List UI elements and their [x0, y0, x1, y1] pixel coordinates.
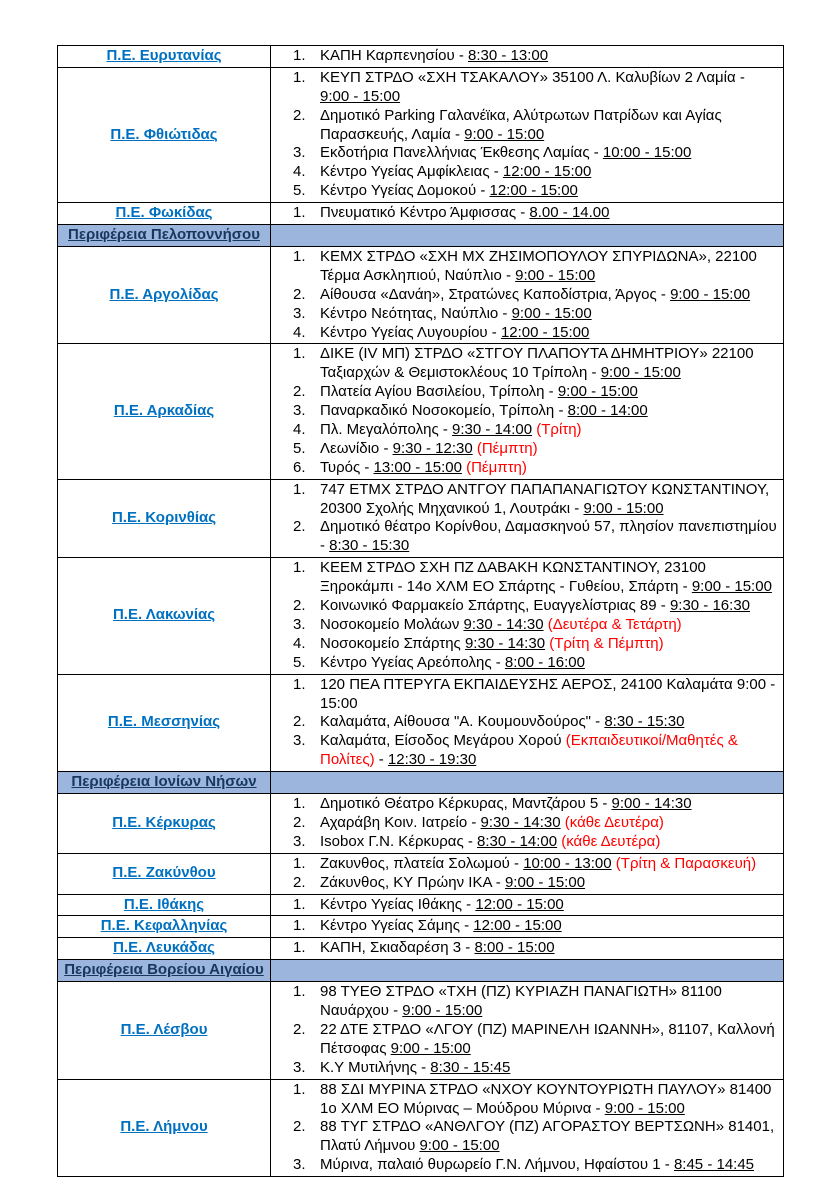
day-note: (κάθε Δευτέρα)	[561, 832, 661, 850]
location-item	[293, 635, 777, 654]
unit-row	[58, 203, 784, 225]
location-list	[271, 795, 777, 852]
time-range: 9:00 - 15:00	[320, 87, 401, 105]
location-item	[293, 324, 777, 343]
unit-label-link[interactable]: Π.Ε. Φωκίδας	[115, 204, 213, 222]
location-text: Δημοτικό Parking Γαλανέϊκα, Αλύτρωτων Πατρίδων και Αγίας Παρασκευής, Λαμία -	[320, 106, 722, 143]
unit-label-cell	[58, 46, 271, 68]
region-section-row	[58, 960, 784, 982]
location-list	[271, 676, 777, 770]
time-range: 12:00 - 15:00	[473, 917, 562, 935]
location-item	[293, 107, 777, 145]
time-range: 12:00 - 15:00	[500, 323, 590, 341]
location-text: ΚΕΕΜ ΣΤΡΔΟ ΣΧΗ ΠΖ ΔΑΒΑΚΗ ΚΩΝΣΤΑΝΤΙΝΟΥ, 23100 Ξηροκάμπι - 14ο ΧΛΜ ΕΟ Σπάρτης - Γυθείου, Σπάρτη -	[320, 559, 706, 596]
time-range: 9:30 - 14:30	[464, 634, 546, 652]
unit-label-link[interactable]: Π.Ε. Αργολίδας	[109, 285, 219, 303]
time-range: 9:00 - 15:00	[691, 578, 772, 596]
location-item	[293, 917, 777, 936]
location-text: Δημοτικό θέατρο Κορίνθου, Δαμασκηνού 57, πλησίον πανεπιστημίου -	[320, 518, 777, 555]
location-text: 88 ΣΔΙ ΜΥΡΙΝΑ ΣΤΡΔΟ «ΝΧΟΥ ΚΟΥΝΤΟΥΡΙΩΤΗ ΠΑΥΛΟΥ» 81400 1ο ΧΛΜ ΕΟ Μύρινας – Μούδρου Μύρινα -	[320, 1080, 772, 1117]
region-section-row	[58, 772, 784, 794]
unit-locations-cell	[271, 344, 784, 479]
day-note: (Τρίτη)	[536, 421, 582, 439]
time-range: 9:00 - 15:00	[557, 383, 638, 401]
location-item	[293, 286, 777, 305]
location-item	[293, 47, 777, 66]
unit-label-cell	[58, 853, 271, 894]
location-text: 98 ΤΥΕΘ ΣΤΡΔΟ «ΤΧΗ (ΠΖ) ΚΥΡΙΑΖΗ ΠΑΝΑΓΙΩΤΗ» 81100 Ναυάρχου -	[320, 983, 722, 1020]
time-range: 9:30 - 14:30	[480, 813, 561, 831]
unit-row	[58, 982, 784, 1079]
unit-label-cell	[58, 982, 271, 1079]
location-text: Κοινωνικό Φαρμακείο Σπάρτης, Ευαγγελίστριας 89 -	[320, 597, 670, 615]
unit-label-cell	[58, 794, 271, 854]
location-item	[293, 402, 777, 421]
location-text: Καλαμάτα, Αίθουσα "Α. Κουμουνδούρος" -	[320, 713, 605, 731]
unit-label-link[interactable]: Π.Ε. Λέσβου	[120, 1020, 208, 1038]
schedule-table	[57, 45, 784, 1177]
unit-row	[58, 247, 784, 344]
location-text: Πνευματικό Κέντρο Άμφισσας -	[320, 204, 530, 222]
location-list	[271, 983, 777, 1077]
location-text: 747 ΕΤΜΧ ΣΤΡΔΟ ΑΝΤΓΟΥ ΠΑΠΑΠΑΝΑΓΙΩΤΟΥ ΚΩΝΣΤΑΝΤΙΝΟΥ, 20300 Σχολής Μηχανικού 1, Λουτράκι -	[320, 480, 770, 517]
unit-label-link[interactable]: Π.Ε. Λακωνίας	[112, 606, 216, 624]
unit-label-link[interactable]: Π.Ε. Ιθάκης	[123, 895, 205, 913]
time-range: 8:30 - 15:30	[604, 713, 685, 731]
unit-label-link[interactable]: Π.Ε. Μεσσηνίας	[107, 713, 221, 731]
unit-label-link[interactable]: Π.Ε. Ζακύνθου	[112, 864, 216, 882]
unit-label-cell	[58, 203, 271, 225]
time-range: 12:00 - 15:00	[475, 895, 564, 913]
unit-label-cell	[58, 479, 271, 558]
location-text: Μύρινα, παλαιό θυρωρείο Γ.Ν. Λήμνου, Ηφαίστου 1 -	[320, 1156, 674, 1174]
time-range: 9:00 - 15:00	[600, 364, 681, 382]
location-text: Isobox Γ.Ν. Κέρκυρας -	[320, 832, 478, 850]
location-text: Καλαμάτα, Είσοδος Μεγάρου Χορού	[320, 732, 566, 750]
location-item	[293, 421, 777, 440]
location-text: Κέντρο Υγείας Σάμης -	[320, 917, 474, 935]
unit-locations-cell	[271, 794, 784, 854]
unit-row	[58, 894, 784, 916]
region-section-label-cell	[58, 225, 271, 247]
unit-label-cell	[58, 247, 271, 344]
time-range: 8:45 - 14:45	[673, 1156, 755, 1174]
location-item	[293, 896, 777, 915]
day-note: (Δευτέρα & Τετάρτη)	[547, 615, 682, 633]
time-range: 9:00 - 15:00	[511, 304, 592, 322]
region-section-label-cell	[58, 772, 271, 794]
time-range: 9:30 - 14:00	[452, 421, 533, 439]
unit-locations-cell	[271, 479, 784, 558]
location-text: Εκδοτήρια Πανελλήνιας Έκθεσης Λαμίας -	[320, 144, 603, 162]
location-text: Δημοτικό Θέατρο Κέρκυρας, Μαντζάρου 5 -	[320, 795, 612, 813]
location-text: Πλατεία Αγίου Βασιλείου, Τρίπολη -	[320, 383, 558, 401]
location-item	[293, 383, 777, 402]
location-text: Πλ. Μεγαλόπολης -	[320, 421, 453, 439]
time-range: 9:30 - 14:30	[463, 615, 544, 633]
location-text: 120 ΠΕΑ ΠΤΕΡΥΓΑ ΕΚΠΑΙΔΕΥΣΗΣ ΑΕΡΟΣ, 24100 Καλαμάτα 9:00 - 15:00	[320, 675, 776, 712]
location-text: Κέντρο Υγείας Λυγουρίου -	[320, 323, 501, 341]
unit-row	[58, 853, 784, 894]
location-list	[271, 559, 777, 672]
location-text: ΚΑΠΗ Καρπενησίου -	[320, 47, 469, 64]
time-range: 9:00 - 15:00	[604, 1099, 685, 1117]
region-section-empty-cell	[271, 960, 784, 982]
location-text: Νοσοκομείο Μολάων	[320, 615, 464, 633]
unit-locations-cell	[271, 674, 784, 771]
unit-label-link[interactable]: Π.Ε. Ευρυτανίας	[106, 47, 222, 64]
location-item	[293, 1059, 777, 1078]
time-range: 8:00 - 16:00	[504, 653, 585, 671]
unit-locations-cell	[271, 894, 784, 916]
location-item	[293, 814, 777, 833]
location-text: Τυρός -	[320, 458, 374, 476]
location-item	[293, 833, 777, 852]
location-item	[293, 518, 777, 556]
location-item	[293, 481, 777, 519]
location-item	[293, 1021, 777, 1059]
time-range: 12:30 - 19:30	[387, 751, 477, 769]
time-range: 9:30 - 16:30	[669, 597, 750, 615]
day-note: (Τρίτη & Παρασκευή)	[615, 854, 757, 872]
unit-label-link[interactable]: Π.Ε. Λήμνου	[120, 1118, 208, 1136]
location-item	[293, 855, 777, 874]
time-range: 9:00 - 15:00	[402, 1002, 483, 1020]
unit-label-link[interactable]: Π.Ε. Κέρκυρας	[112, 813, 216, 831]
unit-locations-cell	[271, 938, 784, 960]
unit-label-cell	[58, 894, 271, 916]
unit-locations-cell	[271, 46, 784, 68]
location-list	[271, 345, 777, 477]
location-item	[293, 163, 777, 182]
region-section-label-cell	[58, 960, 271, 982]
unit-row	[58, 674, 784, 771]
unit-row	[58, 344, 784, 479]
time-range: 8:30 - 13:00	[468, 47, 549, 64]
region-section-empty-cell	[271, 772, 784, 794]
schedule-table-body	[58, 46, 784, 1177]
location-item	[293, 874, 777, 893]
location-item	[293, 616, 777, 635]
location-item	[293, 732, 777, 770]
location-item	[293, 1156, 777, 1175]
location-text: Κέντρο Υγείας Ιθάκης -	[320, 895, 476, 913]
location-text: Νοσοκομείο Σπάρτης	[320, 634, 465, 652]
location-text: Κέντρο Υγείας Αρεόπολης -	[320, 653, 505, 671]
region-section-label: Περιφέρεια Πελοποννήσου	[68, 226, 260, 244]
location-list	[271, 855, 777, 893]
location-list	[271, 69, 777, 201]
location-text: ΚΕΜΧ ΣΤΡΔΟ «ΣΧΗ ΜΧ ΖΗΣΙΜΟΠΟΥΛΟΥ ΣΠΥΡΙΔΩΝΑ», 22100 Τέρμα Ασκληπιού, Ναύπλιο -	[320, 248, 757, 284]
unit-row	[58, 479, 784, 558]
location-item	[293, 1118, 777, 1156]
location-text: Παναρκαδικό Νοσοκομείο, Τρίπολη -	[320, 402, 568, 420]
location-item	[293, 713, 777, 732]
region-section-label: Περιφέρεια Ιονίων Νήσων	[71, 773, 257, 791]
region-section-label: Περιφέρεια Βορείου Αιγαίου	[64, 961, 264, 979]
location-item	[293, 676, 777, 714]
location-text: Λεωνίδιο -	[320, 439, 393, 457]
unit-label-cell	[58, 67, 271, 202]
unit-row	[58, 558, 784, 674]
time-range: 8.00 - 14.00	[529, 204, 610, 222]
location-item	[293, 597, 777, 616]
location-item	[293, 654, 777, 673]
time-range: 9:00 - 14:30	[611, 795, 692, 813]
location-list	[271, 896, 777, 915]
time-range: 9:00 - 15:00	[390, 1039, 471, 1057]
unit-row	[58, 794, 784, 854]
location-text: Κέντρο Νεότητας, Ναύπλιο -	[320, 304, 512, 322]
time-range: 10:00 - 13:00	[523, 854, 612, 872]
unit-label-link[interactable]: Π.Ε. Κεφαλληνίας	[100, 917, 228, 935]
location-text: Ζακυνθος, πλατεία Σολωμού -	[320, 854, 524, 872]
time-range: 9:00 - 15:00	[419, 1137, 500, 1155]
time-range: 8:30 - 15:30	[329, 537, 410, 555]
unit-row	[58, 46, 784, 68]
location-item	[293, 559, 777, 597]
unit-row	[58, 938, 784, 960]
region-section-row	[58, 225, 784, 247]
time-range: 8:30 - 15:45	[430, 1058, 511, 1076]
location-text: ΚΕΥΠ ΣΤΡΔΟ «ΣΧΗ ΤΣΑΚΑΛΟΥ» 35100 Λ. Καλυβίων 2 Λαμία -	[320, 68, 745, 86]
unit-label-link[interactable]: Π.Ε. Λευκάδας	[113, 939, 215, 957]
location-item	[293, 1081, 777, 1119]
location-list	[271, 1081, 777, 1175]
unit-label-cell	[58, 938, 271, 960]
unit-label-link[interactable]: Π.Ε. Αρκαδίας	[113, 402, 215, 420]
location-text: -	[374, 751, 388, 769]
location-list	[271, 204, 777, 223]
unit-label-cell	[58, 558, 271, 674]
unit-locations-cell	[271, 247, 784, 344]
time-range: 9:00 - 15:00	[583, 499, 664, 517]
location-item	[293, 248, 777, 286]
time-range: 8:00 - 15:00	[474, 939, 555, 957]
time-range: 12:00 - 15:00	[502, 163, 592, 181]
location-text: Κέντρο Υγείας Αμφίκλειας -	[320, 163, 503, 181]
time-range: 9:30 - 12:30	[392, 439, 473, 457]
location-item	[293, 459, 777, 478]
unit-row	[58, 1079, 784, 1176]
unit-locations-cell	[271, 982, 784, 1079]
day-note: (Πέμπτη)	[476, 439, 538, 457]
day-note: (Εκπαιδευτικοί/Μαθητές & Πολίτες)	[320, 732, 738, 769]
time-range: 13:00 - 15:00	[373, 458, 462, 476]
unit-locations-cell	[271, 203, 784, 225]
time-range: 8:30 - 14:00	[477, 832, 558, 850]
location-text: Κ.Υ Μυτιλήνης -	[320, 1058, 431, 1076]
location-item	[293, 939, 777, 958]
location-item	[293, 144, 777, 163]
unit-row	[58, 916, 784, 938]
unit-locations-cell	[271, 67, 784, 202]
location-item	[293, 182, 777, 201]
location-item	[293, 983, 777, 1021]
location-text: ΚΑΠΗ, Σκιαδαρέση 3 -	[320, 939, 475, 957]
location-list	[271, 248, 777, 342]
location-list	[271, 47, 777, 66]
unit-label-cell	[58, 1079, 271, 1176]
location-item	[293, 69, 777, 107]
location-item	[293, 795, 777, 814]
time-range: 10:00 - 15:00	[602, 144, 692, 162]
time-range: 8:00 - 14:00	[567, 402, 648, 420]
day-note: (κάθε Δευτέρα)	[564, 813, 664, 831]
location-list	[271, 917, 777, 936]
unit-label-cell	[58, 674, 271, 771]
location-list	[271, 939, 777, 958]
location-text: Κέντρο Υγείας Δομοκού -	[320, 182, 490, 200]
location-text: ΔΙΚΕ (IV ΜΠ) ΣΤΡΔΟ «ΣΤΓΟΥ ΠΛΑΠΟΥΤΑ ΔΗΜΗΤΡΙΟΥ» 22100 Ταξιαρχών & Θεμιστοκλέους 10 Τρίπολη -	[320, 345, 754, 382]
location-list	[271, 481, 777, 557]
unit-locations-cell	[271, 853, 784, 894]
unit-label-cell	[58, 344, 271, 479]
location-item	[293, 204, 777, 223]
location-text: Αίθουσα «Δανάη», Στρατώνες Καποδίστρια, Άργος -	[320, 285, 671, 303]
location-text: Ζάκυνθος, ΚΥ Πρώην ΙΚΑ -	[320, 873, 505, 891]
day-note: (Πέμπτη)	[466, 458, 527, 476]
unit-label-link[interactable]: Π.Ε. Φθιώτιδας	[110, 125, 218, 143]
location-text: 88 ΤΥΓ ΣΤΡΔΟ «ΑΝΘΛΓΟΥ (ΠΖ) ΑΓΟΡΑΣΤΟΥ ΒΕΡΤΣΩΝΗ» 81401, Πλατύ Λήμνου	[320, 1118, 775, 1155]
unit-row	[58, 67, 784, 202]
time-range: 9:00 - 15:00	[515, 266, 596, 284]
unit-locations-cell	[271, 1079, 784, 1176]
unit-label-link[interactable]: Π.Ε. Κορινθίας	[111, 509, 217, 527]
location-item	[293, 345, 777, 383]
unit-locations-cell	[271, 558, 784, 674]
time-range: 9:00 - 15:00	[464, 125, 545, 143]
day-note: (Τρίτη & Πέμπτη)	[549, 634, 664, 652]
time-range: 9:00 - 15:00	[504, 873, 586, 891]
unit-label-cell	[58, 916, 271, 938]
location-item	[293, 440, 777, 459]
time-range: 12:00 - 15:00	[489, 182, 578, 200]
time-range: 9:00 - 15:00	[670, 285, 751, 303]
location-item	[293, 305, 777, 324]
unit-locations-cell	[271, 916, 784, 938]
region-section-empty-cell	[271, 225, 784, 247]
location-text: Αχαράβη Κοιν. Ιατρείο -	[320, 813, 481, 831]
location-text: 22 ΔΤΕ ΣΤΡΔΟ «ΛΓΟΥ (ΠΖ) ΜΑΡΙΝΕΛΗ ΙΩΑΝΝΗ», 81107, Καλλονή Πέτσοφας	[320, 1020, 775, 1057]
